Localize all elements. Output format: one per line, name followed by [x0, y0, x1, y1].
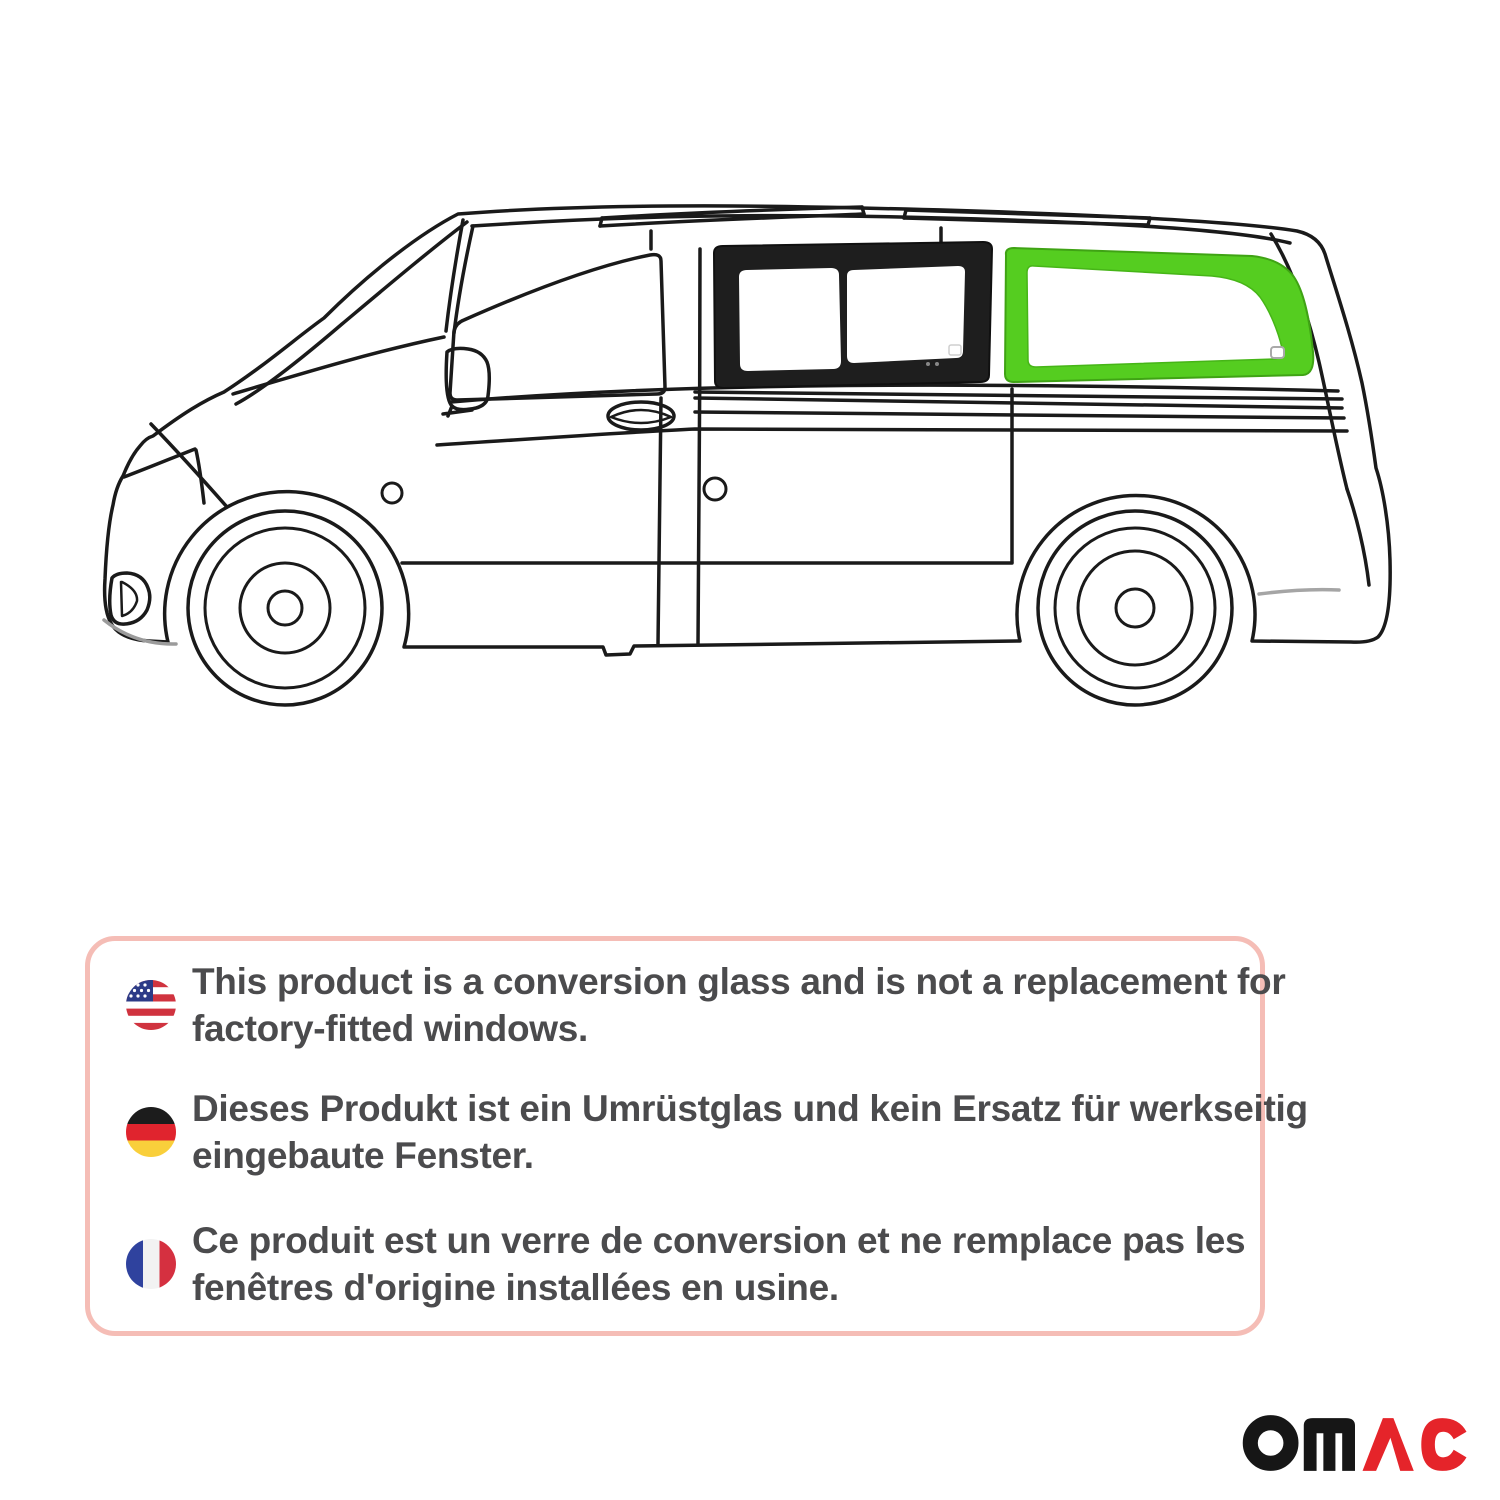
windshield-line — [236, 222, 467, 404]
roof-rail-rear — [904, 210, 1150, 225]
note-row-french — [126, 1217, 1245, 1311]
sliding-window-dark-glass — [714, 242, 992, 388]
note-text-english — [192, 958, 1285, 1052]
door-lock-sliding — [704, 478, 726, 500]
highlighted-rear-window — [1005, 248, 1313, 382]
fog-lamp-icon — [110, 573, 150, 624]
note-text-german — [192, 1085, 1308, 1179]
door-handle — [608, 402, 674, 430]
rear-bumper-seam — [1347, 489, 1369, 585]
note-line: fenêtres d'origine installées en usine. — [192, 1267, 839, 1308]
front-door-window — [450, 255, 665, 400]
fender-crease — [151, 424, 227, 507]
front-door-seam — [658, 398, 661, 644]
fr-flag-icon — [126, 1239, 176, 1289]
note-row-german — [126, 1085, 1308, 1179]
de-flag-icon — [126, 1107, 176, 1157]
note-line: eingebaute Fenster. — [192, 1135, 534, 1176]
note-line: Ce produit est un verre de conversion et ne remplace pas les — [192, 1220, 1246, 1261]
fog-lamp-inner — [121, 582, 137, 616]
front-wheel — [188, 511, 382, 705]
note-line: Dieses Produkt ist ein Umrüstglas und kein Ersatz für werkseitig — [192, 1088, 1308, 1129]
window-latch-icon — [1271, 347, 1284, 358]
note-text-french — [192, 1217, 1245, 1311]
rear-wheel — [1038, 511, 1232, 705]
rear-bumper-step — [1259, 590, 1339, 594]
omac-logo — [1242, 1410, 1468, 1476]
note-row-english — [126, 958, 1285, 1052]
notes-box — [85, 936, 1308, 1336]
omac-logo-red-letters — [1363, 1418, 1467, 1471]
us-flag-icon — [126, 980, 176, 1030]
body-trim-lines — [437, 385, 1347, 445]
cowl-line — [233, 337, 444, 394]
omac-logo-black-letters — [1250, 1418, 1355, 1471]
note-line: factory-fitted windows. — [192, 1008, 588, 1049]
note-line: This product is a conversion glass and is not a replacement for — [192, 961, 1286, 1002]
window-latch-icon — [949, 345, 961, 355]
fender-edge-line — [196, 450, 204, 503]
door-lock-front — [382, 483, 402, 503]
b-pillar-seam — [698, 249, 700, 644]
